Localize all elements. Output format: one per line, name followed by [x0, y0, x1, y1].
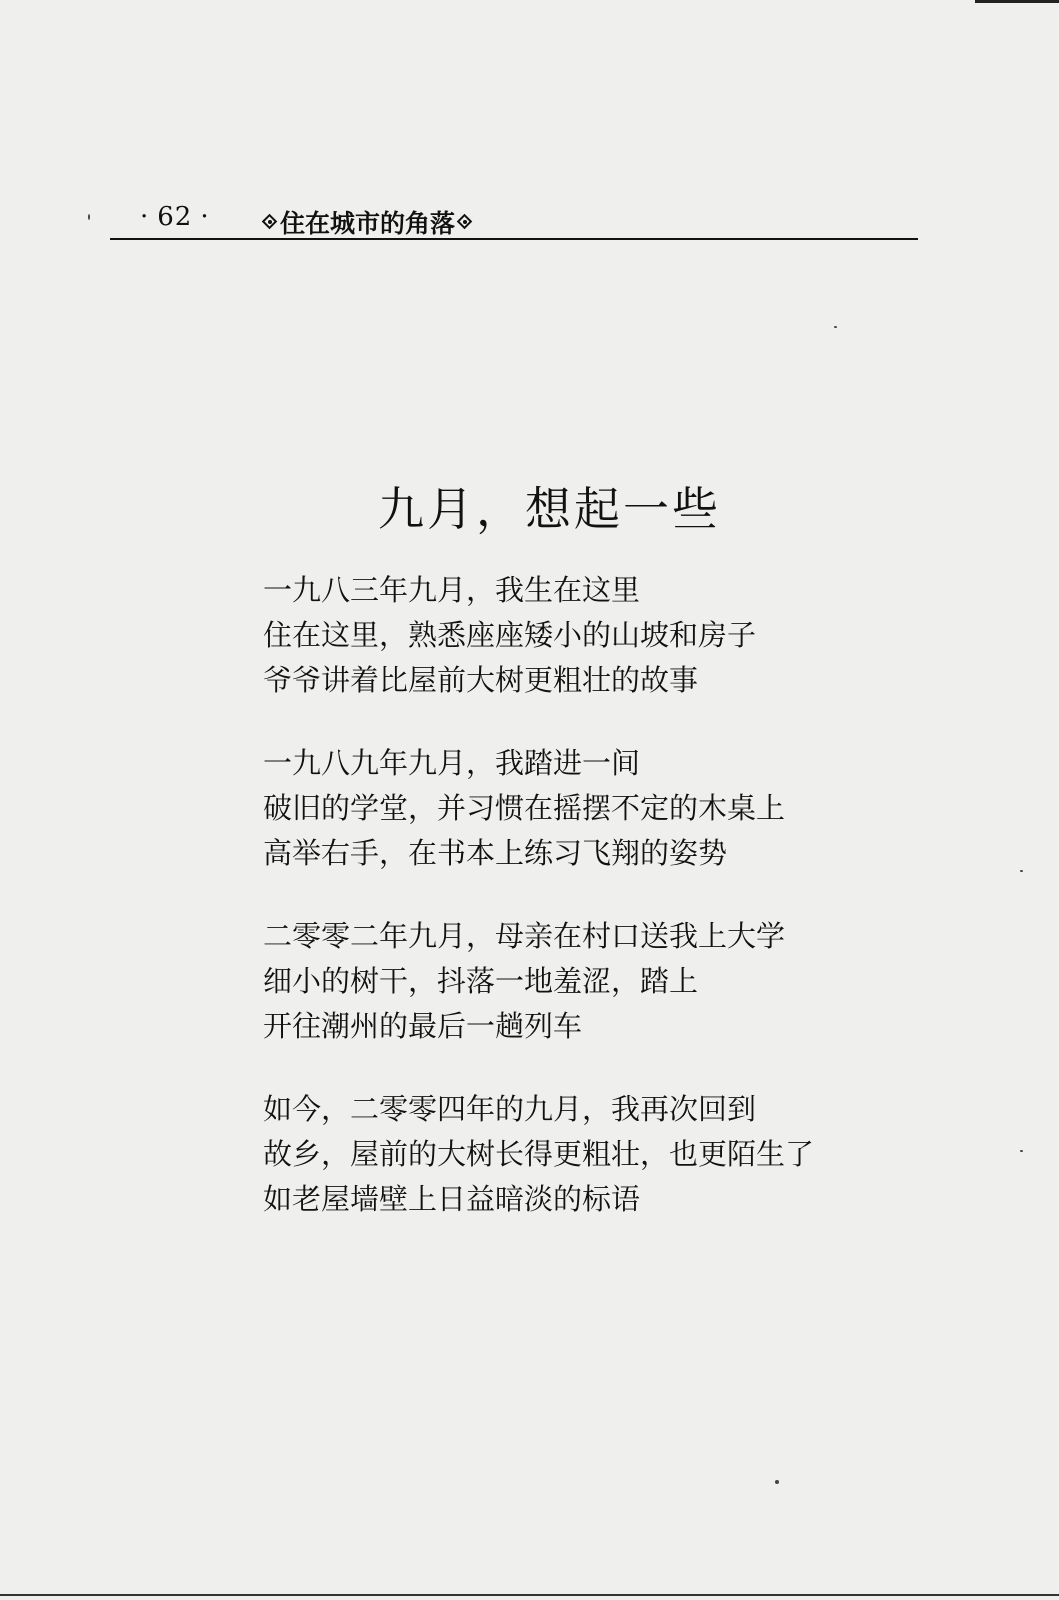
book-title — [260, 204, 475, 240]
scan-speck — [834, 326, 837, 328]
poem-line: 细小的树干，抖落一地羞涩，踏上 — [263, 964, 699, 998]
poem-line: 二零零二年九月，母亲在村口送我上大学 — [263, 919, 786, 953]
page-number — [132, 202, 218, 232]
poem-line: 破旧的学堂，并习惯在摇摆不定的木桌上 — [263, 791, 786, 825]
poem-line: 如老屋墙壁上日益暗淡的标语 — [263, 1182, 641, 1216]
scan-edge-line-top — [975, 0, 1059, 3]
scan-speck — [1020, 1150, 1023, 1152]
diamond-ornament-icon — [457, 214, 473, 230]
scan-edge-line-bottom — [0, 1594, 1059, 1596]
stanza — [263, 568, 983, 703]
poem-line: 住在这里，熟悉座座矮小的山坡和房子 — [263, 618, 757, 652]
poem-line: 高举右手，在书本上练习飞翔的姿势 — [263, 836, 728, 870]
header-rule — [110, 238, 918, 240]
stanza — [263, 741, 983, 876]
stanza — [263, 1087, 983, 1222]
page-number-value: 62 — [157, 202, 193, 232]
poem-line: 一九八九年九月，我踏进一间 — [263, 746, 641, 780]
poem-line: 故乡，屋前的大树长得更粗壮，也更陌生了 — [263, 1137, 815, 1171]
scan-speck — [1020, 870, 1023, 872]
poem-line: 一九八三年九月，我生在这里 — [263, 573, 641, 607]
scan-speck — [775, 1480, 779, 1484]
poem-title: 九月，想起一些 — [378, 481, 721, 536]
poem-line: 爷爷讲着比屋前大树更粗壮的故事 — [263, 663, 699, 697]
stanza — [263, 914, 983, 1049]
book-title-text: 住在城市的角落 — [280, 209, 456, 238]
poem-body — [263, 568, 983, 1260]
poem-line: 如今，二零零四年的九月，我再次回到 — [263, 1092, 757, 1126]
running-head — [110, 196, 938, 242]
dot-separator: · — [200, 202, 210, 232]
scan-speck — [88, 214, 90, 220]
poem-line: 开往潮州的最后一趟列车 — [263, 1009, 583, 1043]
dot-separator: · — [140, 202, 150, 232]
diamond-ornament-icon — [262, 214, 278, 230]
